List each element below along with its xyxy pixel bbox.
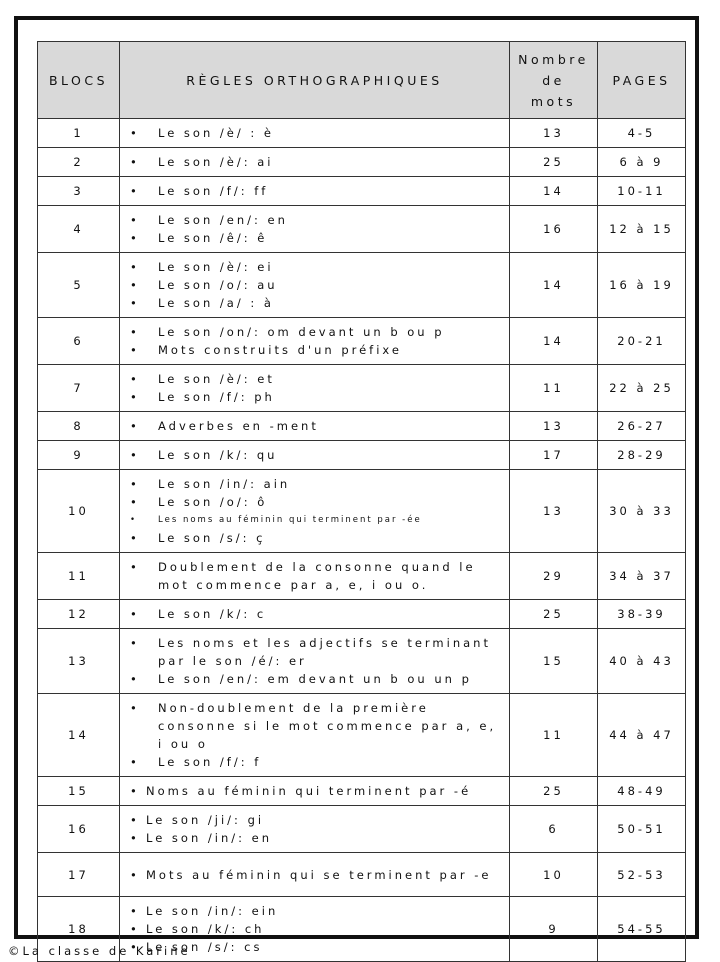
table-row: [38, 694, 686, 777]
rule-item: • Adverbes en -ment: [130, 417, 501, 435]
header-mots: [510, 42, 598, 119]
rules-list: [130, 370, 501, 406]
table-row: [38, 253, 686, 318]
rules-list: [130, 782, 501, 800]
page-range: 52-53: [598, 853, 686, 897]
rules-cell: [120, 119, 510, 148]
page-range: 30 à 33: [598, 470, 686, 553]
word-count: 10: [510, 853, 598, 897]
rule-item: • Le son /s/: cs: [130, 938, 501, 956]
rules-cell: [120, 600, 510, 629]
rules-cell: [120, 253, 510, 318]
bloc-number: 2: [38, 148, 120, 177]
rules-cell: [120, 629, 510, 694]
rules-list: [130, 605, 501, 623]
table-row: [38, 177, 686, 206]
header-mots-line: de: [542, 72, 565, 88]
table-row: [38, 318, 686, 365]
rule-item: • Le son /è/: ei: [130, 258, 501, 276]
rule-item: • Le son /in/: en: [130, 829, 501, 847]
rules-cell: [120, 177, 510, 206]
page-range: 12 à 15: [598, 206, 686, 253]
rules-list: [130, 182, 501, 200]
rules-list: [130, 558, 501, 594]
word-count: 25: [510, 777, 598, 806]
word-count: 17: [510, 441, 598, 470]
bloc-number: 8: [38, 412, 120, 441]
rules-list: [130, 866, 501, 884]
table-row: [38, 148, 686, 177]
word-count: 14: [510, 253, 598, 318]
rules-cell: [120, 777, 510, 806]
page-range: 28-29: [598, 441, 686, 470]
table-row: [38, 119, 686, 148]
rules-cell: [120, 553, 510, 600]
rule-item: • Le son /en/: en: [130, 211, 501, 229]
bloc-number: 6: [38, 318, 120, 365]
rule-item: • Le son /f/: ff: [130, 182, 501, 200]
rule-item: • Mots construits d'un préfixe: [130, 341, 501, 359]
table-row: [38, 441, 686, 470]
rules-cell: [120, 806, 510, 853]
rules-list: [130, 634, 501, 688]
rules-cell: [120, 318, 510, 365]
word-count: 15: [510, 629, 598, 694]
rule-item: • Les noms au féminin qui terminent par -ée: [130, 511, 501, 529]
rules-cell: [120, 470, 510, 553]
table-row: [38, 553, 686, 600]
page-range: 6 à 9: [598, 148, 686, 177]
word-count: 11: [510, 365, 598, 412]
bloc-number: 3: [38, 177, 120, 206]
rules-cell: [120, 365, 510, 412]
page-range: 20-21: [598, 318, 686, 365]
bloc-number: 18: [38, 897, 120, 962]
rules-cell: [120, 853, 510, 897]
page-range: 48-49: [598, 777, 686, 806]
page-range: 16 à 19: [598, 253, 686, 318]
rules-list: [130, 417, 501, 435]
word-count: 13: [510, 412, 598, 441]
table-row: [38, 206, 686, 253]
bloc-number: 14: [38, 694, 120, 777]
table-header-row: [38, 42, 686, 119]
rule-item: • Le son /è/ : è: [130, 124, 501, 142]
rule-item: • Le son /a/ : à: [130, 294, 501, 312]
rule-item: • Le son /o/: au: [130, 276, 501, 294]
rule-item: • Le son /k/: c: [130, 605, 501, 623]
page-range: 26-27: [598, 412, 686, 441]
rules-list: [130, 211, 501, 247]
bloc-number: 13: [38, 629, 120, 694]
rule-item: • Le son /k/: ch: [130, 920, 501, 938]
bloc-number: 12: [38, 600, 120, 629]
bloc-number: 15: [38, 777, 120, 806]
rules-cell: [120, 694, 510, 777]
page-range: 54-55: [598, 897, 686, 962]
bloc-number: 11: [38, 553, 120, 600]
rule-item: • Le son /è/: ai: [130, 153, 501, 171]
word-count: 9: [510, 897, 598, 962]
table-row: [38, 777, 686, 806]
rule-item: • Le son /en/: em devant un b ou un p: [130, 670, 501, 688]
bloc-number: 1: [38, 119, 120, 148]
header-blocs: BLOCS: [38, 42, 120, 119]
rule-item: • Non-doublement de la première consonne si le mot commence par a, e, i ou o: [130, 699, 501, 753]
page-range: 38-39: [598, 600, 686, 629]
word-count: 25: [510, 148, 598, 177]
rule-item: • Les noms et les adjectifs se terminant par le son /é/: er: [130, 634, 501, 670]
word-count: 14: [510, 318, 598, 365]
rules-list: [130, 446, 501, 464]
rules-list: [130, 475, 501, 547]
rule-item: • Le son /in/: ain: [130, 475, 501, 493]
rules-cell: [120, 206, 510, 253]
rule-item: • Doublement de la consonne quand le mot commence par a, e, i ou o.: [130, 558, 501, 594]
page-range: 22 à 25: [598, 365, 686, 412]
table-row: [38, 806, 686, 853]
table-body: [38, 119, 686, 962]
bloc-number: 7: [38, 365, 120, 412]
rules-list: [130, 153, 501, 171]
header-pages: PAGES: [598, 42, 686, 119]
page-range: 50-51: [598, 806, 686, 853]
word-count: 13: [510, 470, 598, 553]
word-count: 25: [510, 600, 598, 629]
rules-list: [130, 258, 501, 312]
word-count: 16: [510, 206, 598, 253]
word-count: 14: [510, 177, 598, 206]
bloc-number: 5: [38, 253, 120, 318]
bloc-number: 9: [38, 441, 120, 470]
word-count: 29: [510, 553, 598, 600]
rule-item: • Le son /in/: ein: [130, 902, 501, 920]
rules-table: [37, 41, 686, 962]
rule-item: • Le son /f/: f: [130, 753, 501, 771]
rules-list: [130, 699, 501, 771]
rule-item: • Le son /è/: et: [130, 370, 501, 388]
bloc-number: 4: [38, 206, 120, 253]
table-row: [38, 470, 686, 553]
page-range: 4-5: [598, 119, 686, 148]
table-row: [38, 412, 686, 441]
table-row: [38, 853, 686, 897]
header-mots-line: Nombre: [518, 51, 589, 67]
header-regles: RÈGLES ORTHOGRAPHIQUES: [120, 42, 510, 119]
rule-item: • Mots au féminin qui se terminent par -e: [130, 866, 501, 884]
rules-list: [130, 811, 501, 847]
copyright-footer: ©La classe de Karine: [8, 944, 191, 958]
rule-item: • Le son /ji/: gi: [130, 811, 501, 829]
table-row: [38, 600, 686, 629]
rule-item: • Noms au féminin qui terminent par -é: [130, 782, 501, 800]
table-row: [38, 365, 686, 412]
rule-item: • Le son /k/: qu: [130, 446, 501, 464]
bloc-number: 17: [38, 853, 120, 897]
rule-item: • Le son /f/: ph: [130, 388, 501, 406]
page-range: 10-11: [598, 177, 686, 206]
rules-list: [130, 124, 501, 142]
page-range: 44 à 47: [598, 694, 686, 777]
page-range: 40 à 43: [598, 629, 686, 694]
rules-cell: [120, 441, 510, 470]
word-count: 13: [510, 119, 598, 148]
rules-cell: [120, 148, 510, 177]
rule-item: • Le son /o/: ô: [130, 493, 501, 511]
word-count: 11: [510, 694, 598, 777]
rule-item: • Le son /on/: om devant un b ou p: [130, 323, 501, 341]
rule-item: • Le son /ê/: ê: [130, 229, 501, 247]
rules-list: [130, 323, 501, 359]
table-row: [38, 629, 686, 694]
rules-cell: [120, 412, 510, 441]
header-mots-line: mots: [530, 93, 577, 109]
bloc-number: 16: [38, 806, 120, 853]
page-range: 34 à 37: [598, 553, 686, 600]
word-count: 6: [510, 806, 598, 853]
rule-item: • Le son /s/: ç: [130, 529, 501, 547]
bloc-number: 10: [38, 470, 120, 553]
